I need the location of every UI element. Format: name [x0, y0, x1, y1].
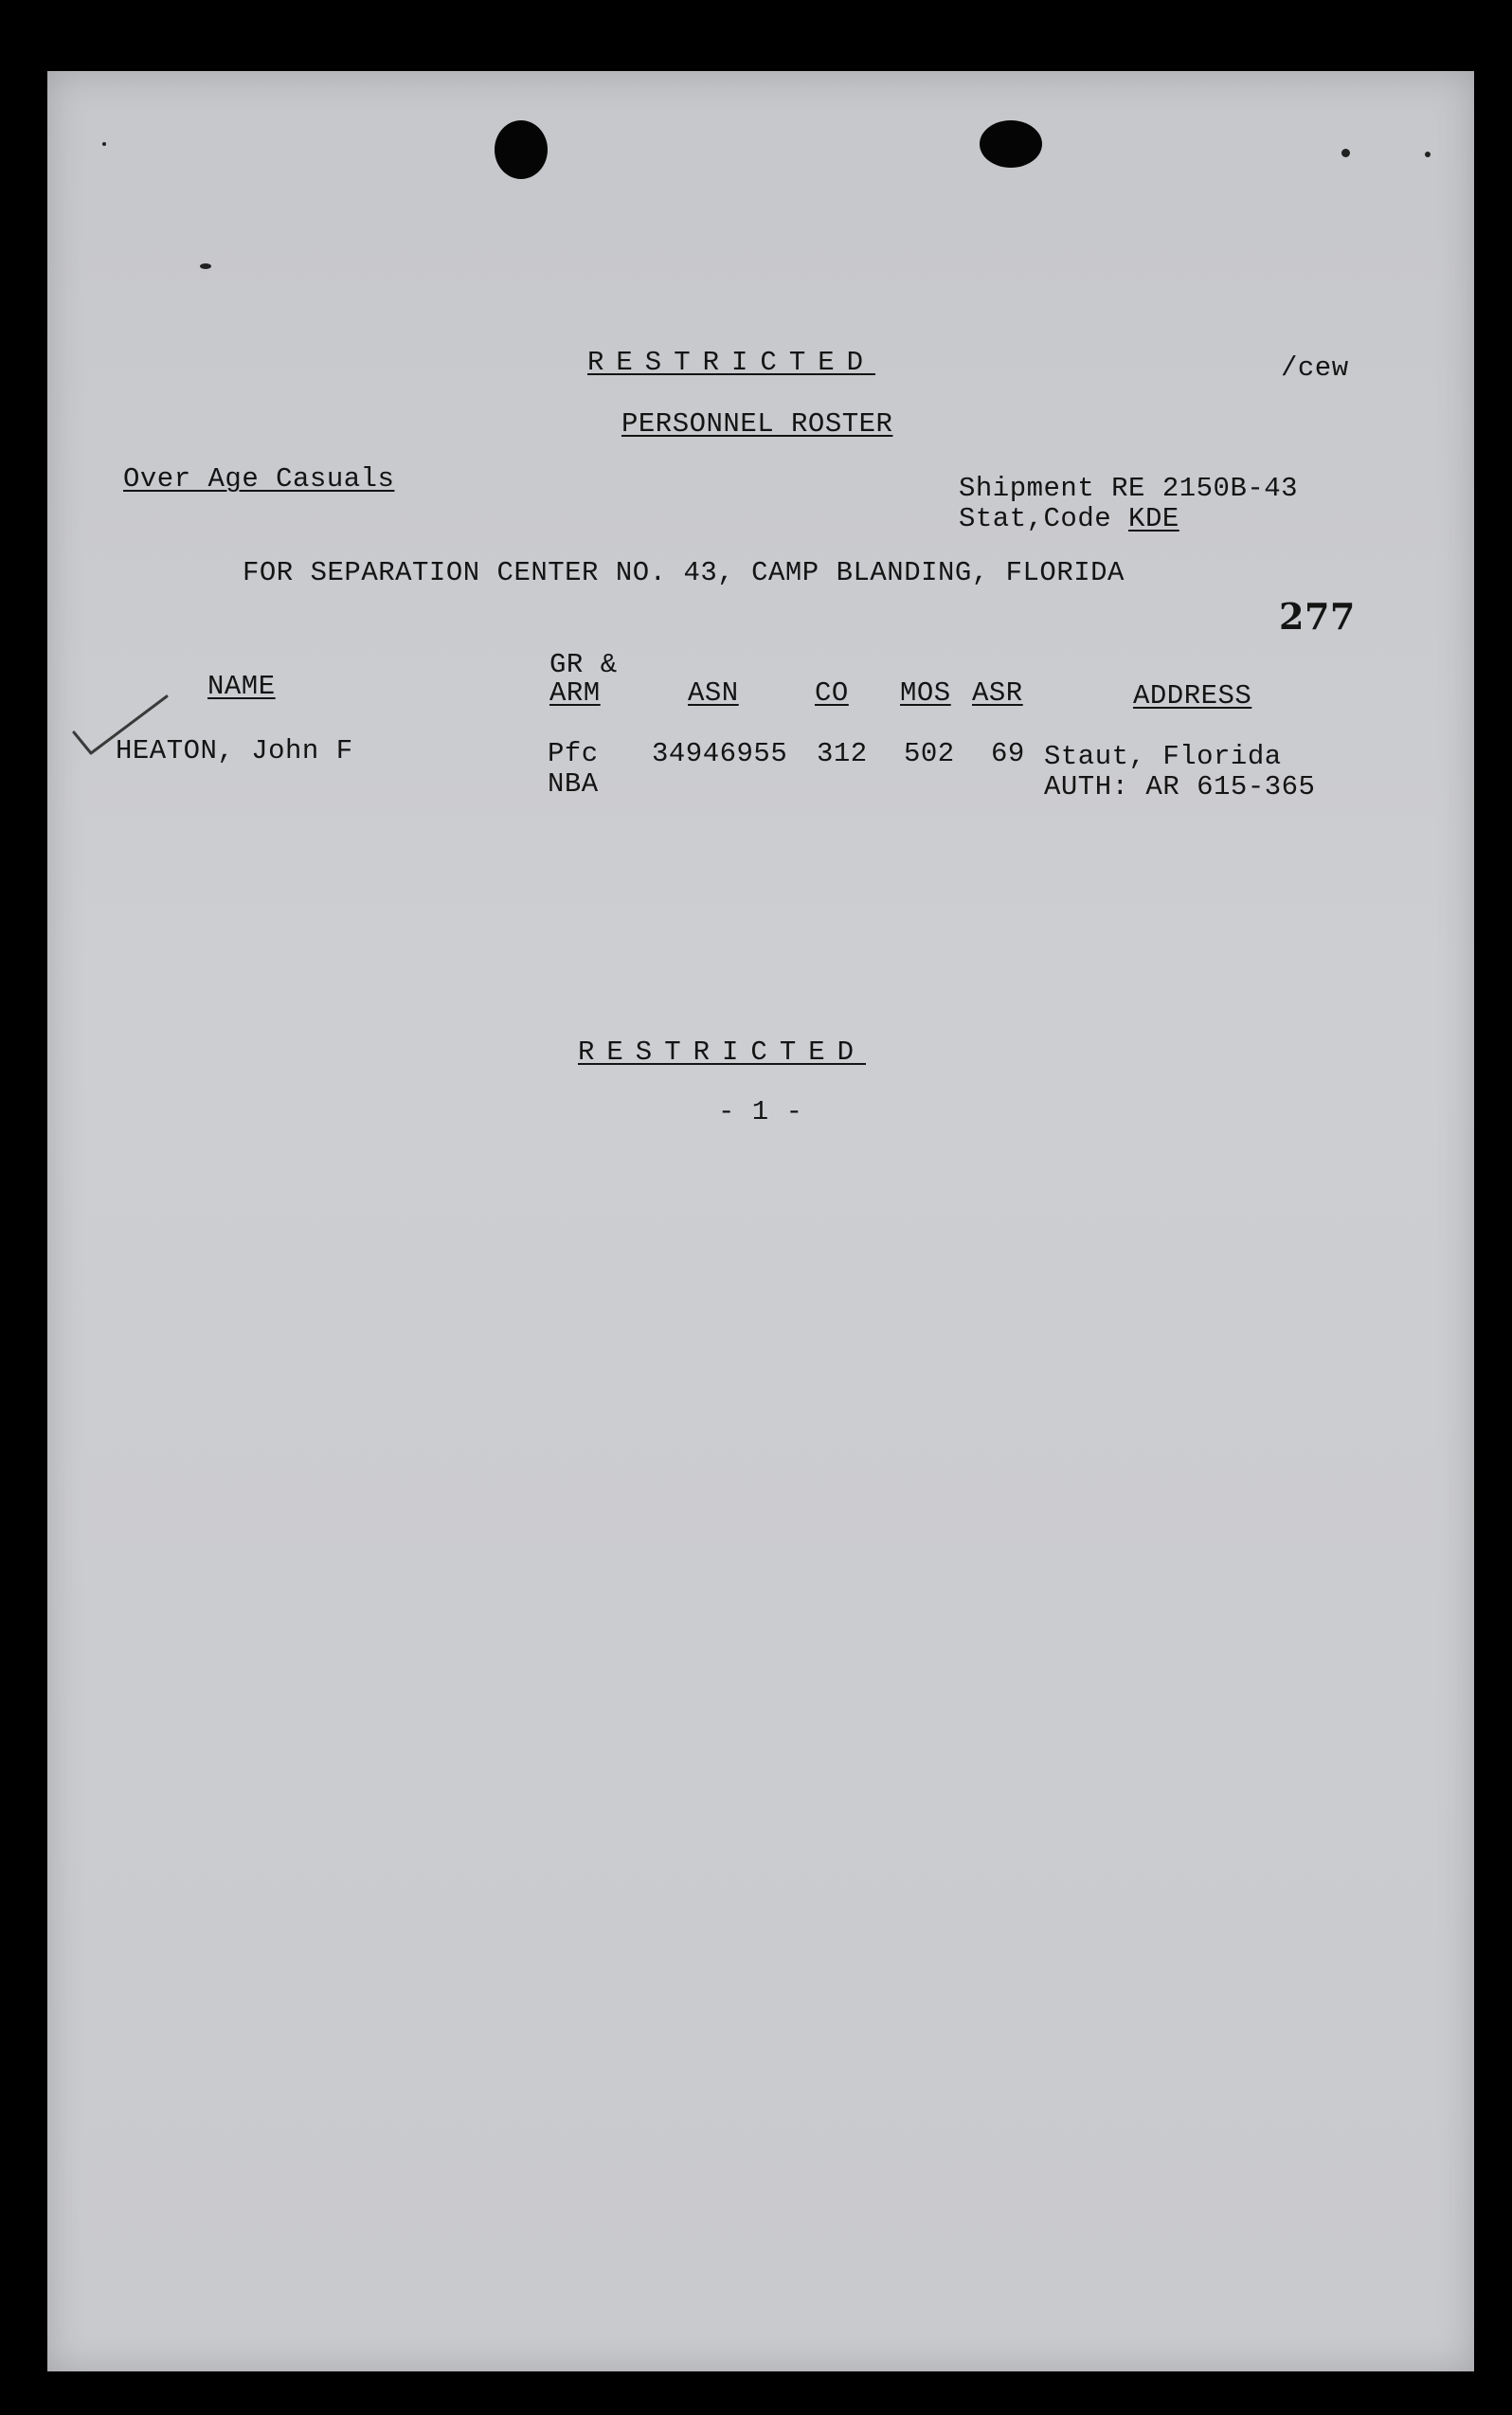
row-auth: AUTH: AR 615-365 [1044, 771, 1316, 802]
row-asn: 34946955 [652, 738, 788, 769]
shipment-number: Shipment RE 2150B-43 [959, 473, 1299, 504]
typist-initials: /cew [1281, 352, 1349, 384]
classification-top: RESTRICTED [587, 347, 876, 378]
row-co: 312 [817, 738, 868, 769]
scan-speck [200, 263, 211, 269]
row-arm: NBA [548, 768, 599, 800]
document-title: PERSONNEL ROSTER [621, 408, 893, 440]
stamp-number: 277 [1279, 595, 1356, 638]
header-name: NAME [207, 671, 276, 702]
page-number: - 1 - [718, 1096, 803, 1127]
header-co: CO [815, 677, 849, 709]
stat-code-value: KDE [1128, 503, 1179, 534]
scan-speck [1425, 152, 1431, 157]
group-label: Over Age Casuals [123, 463, 395, 495]
row-address: Staut, Florida [1044, 741, 1282, 772]
document-page [47, 71, 1474, 2371]
scan-speck [102, 142, 106, 146]
header-asr: ASR [972, 677, 1023, 709]
header-mos: MOS [900, 677, 951, 709]
row-mos: 502 [904, 738, 955, 769]
row-grade: Pfc [548, 738, 599, 769]
header-asn: ASN [688, 677, 739, 709]
header-gr-line1: GR & [549, 649, 618, 680]
destination-line: FOR SEPARATION CENTER NO. 43, CAMP BLANDING, FLORIDA [243, 557, 1125, 588]
classification-bottom: RESTRICTED [578, 1036, 867, 1068]
header-address: ADDRESS [1133, 680, 1252, 712]
row-asr: 69 [991, 738, 1025, 769]
punch-hole-right [980, 120, 1042, 168]
punch-hole-left [495, 120, 548, 179]
header-gr-line2: ARM [549, 677, 601, 709]
scan-speck [1341, 149, 1350, 157]
row-name: HEATON, John F [116, 735, 353, 766]
stat-code-label: Stat,Code [959, 503, 1112, 534]
stat-code-line [959, 504, 1179, 534]
